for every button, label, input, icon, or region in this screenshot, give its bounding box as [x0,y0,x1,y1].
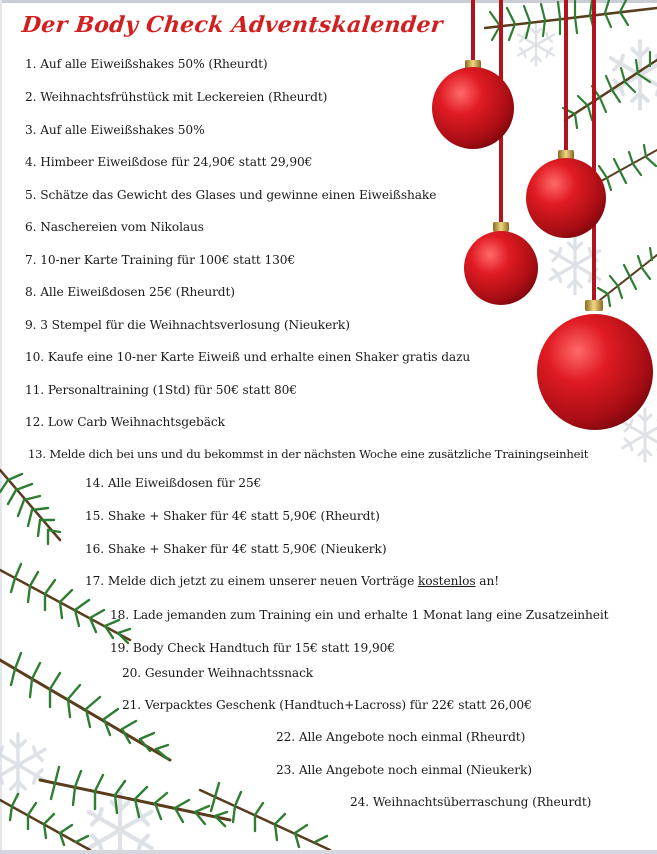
list-item: 15. Shake + Shaker für 4€ statt 5,90€ (Rheurdt) [85,509,380,523]
list-item: 22. Alle Angebote noch einmal (Rheurdt) [276,730,526,744]
list-item: 20. Gesunder Weihnachtssnack [122,666,314,680]
page-border-bottom [0,850,657,854]
list-item: 18. Lade jemanden zum Training ein und erhalte 1 Monat lang eine Zusatzeinheit [110,608,609,622]
list-item: 2. Weihnachtsfrühstück mit Leckereien (Rheurdt) [25,90,328,104]
list-item-text: 17. Melde dich jetzt zu einem unserer neuen Vorträge [85,574,418,588]
list-item: 4. Himbeer Eiweißdose für 24,90€ statt 29,90€ [25,155,313,169]
list-item: 21. Verpacktes Geschenk (Handtuch+Lacross) für 22€ statt 26,00€ [122,698,532,712]
list-item: 23. Alle Angebote noch einmal (Nieukerk) [276,763,532,777]
list-item: 1. Auf alle Eiweißshakes 50% (Rheurdt) [25,57,268,71]
list-item: 5. Schätze das Gewicht des Glases und gewinne einen Eiweißshake [25,188,437,202]
underlined-word: kostenlos [418,574,476,588]
list-item: 14. Alle Eiweißdosen für 25€ [85,476,262,490]
list-item: 8. Alle Eiweißdosen 25€ (Rheurdt) [25,285,235,299]
list-item: 19. Body Check Handtuch für 15€ statt 19,90€ [110,641,395,655]
list-item: 6. Naschereien vom Nikolaus [25,220,204,234]
list-item: 10. Kaufe eine 10-ner Karte Eiweiß und erhalte einen Shaker gratis dazu [25,350,471,364]
list-item-text: an! [475,574,500,588]
list-item [85,574,499,588]
page-title: Der Body Check Adventskalender [20,12,445,38]
list-item: 11. Personaltraining (1Std) für 50€ statt 80€ [25,383,297,397]
list-item: 13. Melde dich bei uns und du bekommst in der nächsten Woche eine zusätzliche Trainingseinheit [28,447,589,461]
list-item: 9. 3 Stempel für die Weihnachtsverlosung (Nieukerk) [25,318,350,332]
list-item: 24. Weihnachtsüberraschung (Rheurdt) [350,795,592,809]
fir-branch-icon [0,470,330,850]
list-item: 12. Low Carb Weihnachtsgebäck [25,415,225,429]
list-item: 3. Auf alle Eiweißshakes 50% [25,123,205,137]
list-item: 16. Shake + Shaker für 4€ statt 5,90€ (Nieukerk) [85,542,387,556]
list-item: 7. 10-ner Karte Training für 100€ statt 130€ [25,253,296,267]
